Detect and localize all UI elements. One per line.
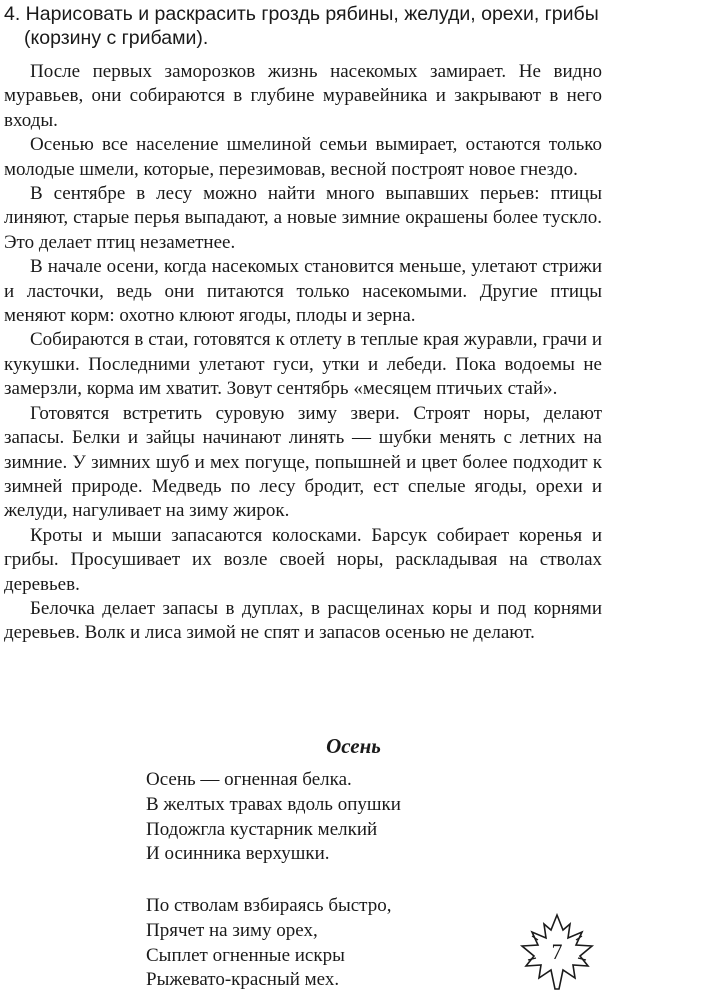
poem-line: Рыжевато-красный мех. xyxy=(146,969,340,991)
task-line-2: (корзину с грибами). xyxy=(24,27,209,49)
task-4 xyxy=(4,2,604,50)
paragraph-moles-badger: Кроты и мыши запасаются колосками. Барсук собирает коренья и грибы. Просушивает их возле своей норы, раскладывая на стволах деревьев. xyxy=(4,524,602,595)
poem-line: Подожгла кустарник мелкий xyxy=(146,818,378,840)
poem-title: Осень xyxy=(326,734,381,758)
paragraph-frosts: После первых заморозков жизнь насекомых замирает. Не видно муравьев, они собираются в глубине муравейника и закрывают в него входы. xyxy=(4,61,602,131)
paragraph-bumblebees: Осенью все население шмелиной семьи вымирает, остаются только молодые шмели, которые, перезимовав, весной построят новое гнездо. xyxy=(4,134,602,180)
poem-stanza-1 xyxy=(146,768,401,867)
paragraph-animals-winter: Готовятся встретить суровую зиму звери. Строят норы, делают запасы. Белки и зайцы начинают линять — шубки менять с летних на зимние. У зимних шуб и мех погуще, попышней и цвет более подходит к зимней природе. Медведь по лесу бродит, ест спелые ягоды, орехи и желуди, нагуливает на зиму жирок. xyxy=(4,402,602,522)
paragraph-swallows: В начале осени, когда насекомых становится меньше, улетают стрижи и ласточки, ведь они питаются только насекомыми. Другие птицы меняют корм: охотно клюют ягоды, плоды и зерна. xyxy=(4,256,602,327)
article-body xyxy=(4,60,602,646)
page-number: 7 xyxy=(551,939,563,964)
poem-line: По стволам взбираясь быстро, xyxy=(146,895,392,916)
poem-line: В желтых травах вдоль опушки xyxy=(146,793,401,815)
paragraph-migration: Собираются в стаи, готовятся к отлету в теплые края журавли, грачи и кукушки. Последними улетают гуси, утки и лебеди. Пока водоемы не замерзли, корма им хватит. Зовут сентябрь «месяцем птичьих стай». xyxy=(4,329,602,400)
poem-stanza-2 xyxy=(146,894,391,993)
poem-line: И осинника верхушки. xyxy=(146,843,330,865)
poem-line: Осень — огненная белка. xyxy=(146,769,352,790)
poem-line: Прячет на зиму орех, xyxy=(146,919,318,941)
page-number-badge xyxy=(518,912,596,992)
paragraph-feathers: В сентябре в лесу можно найти много выпавших перьев: птицы линяют, старые перья выпадают, а новые зимние окрашены более тускло. Это делает птиц незаметнее. xyxy=(4,183,602,253)
poem-line: Сыплет огненные искры xyxy=(146,944,345,966)
paragraph-squirrel: Белочка делает запасы в дуплах, в расщелинах коры и под корнями деревьев. Волк и лиса зимой не спят и запасов осенью не делают. xyxy=(4,597,602,644)
task-line-1: 4. Нарисовать и раскрасить гроздь рябины, желуди, орехи, грибы xyxy=(4,3,599,25)
